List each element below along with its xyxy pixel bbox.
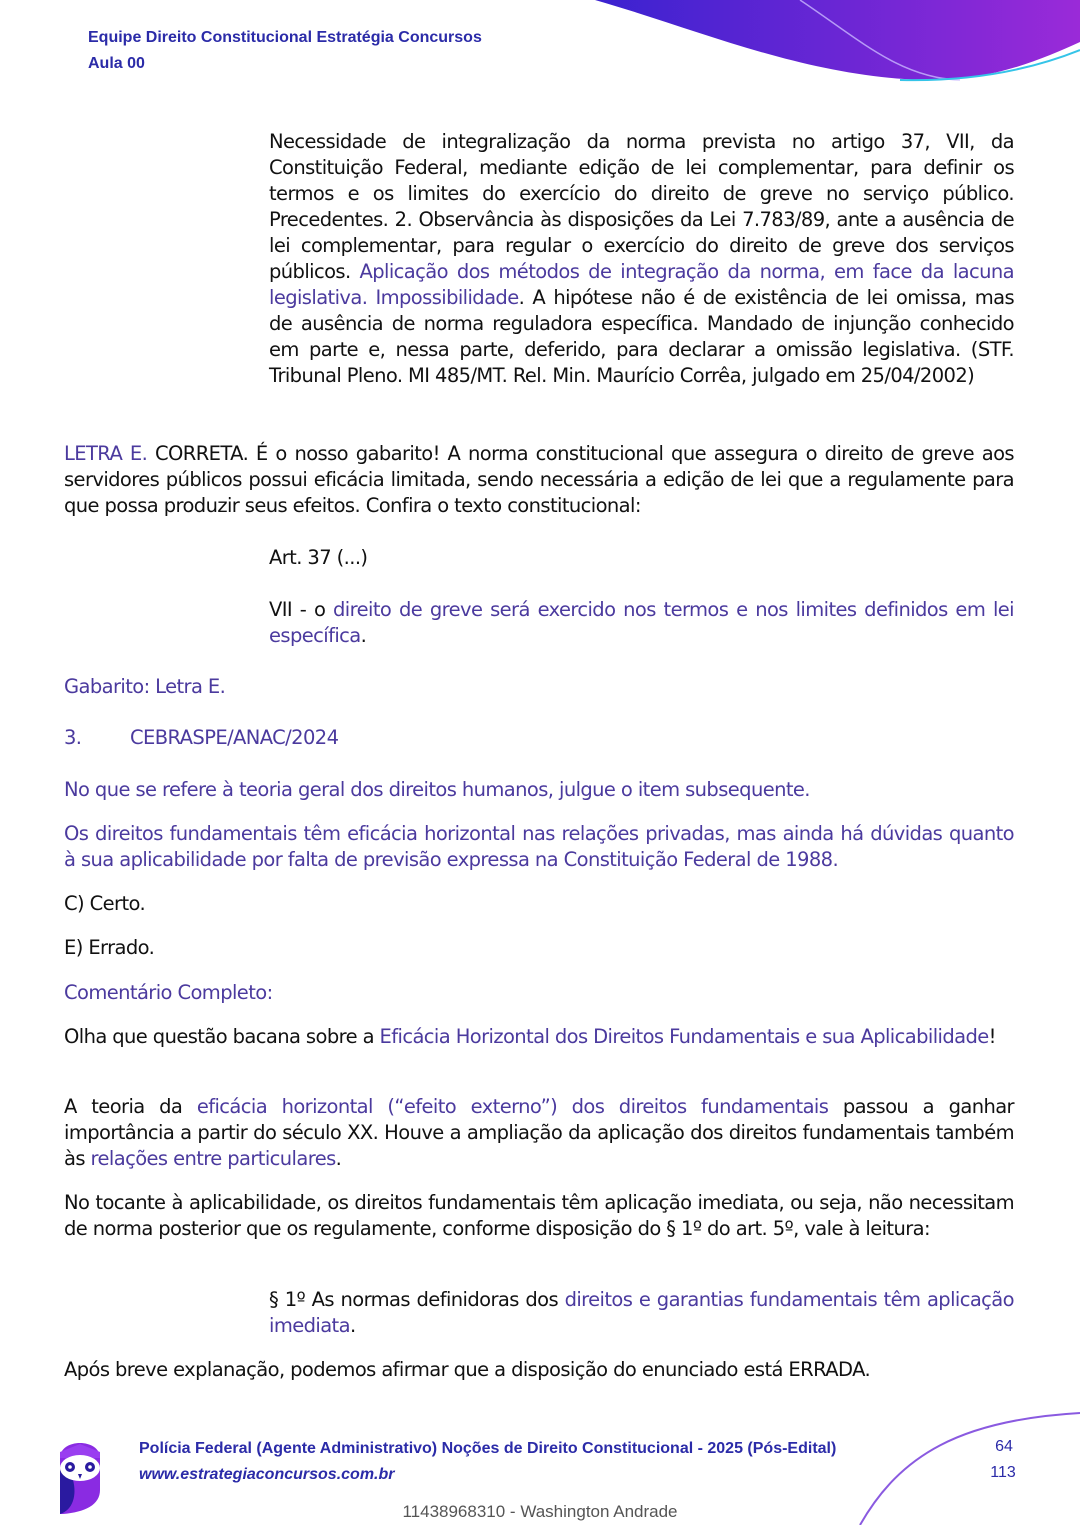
option-errado: E) Errado. [64, 936, 155, 959]
footer-website-link[interactable]: www.estrategiaconcursos.com.br [139, 1466, 395, 1483]
question-source: CEBRASPE/ANAC/2024 [130, 726, 339, 749]
letra-e-paragraph: LETRA E. CORRETA. É o nosso gabarito! A norma constitucional que assegura o direito de greve aos servidores públicos possui eficácia limitada, sendo necessária a edição de lei que a regulamente para que possa produzir seus efeitos. Confira o texto constitucional: [64, 442, 1014, 517]
question-number: 3. [64, 726, 82, 749]
article-37-vii-quote: VII - o direito de greve será exercido nos termos e nos limites definidos em lei específica. [269, 598, 1014, 647]
comment-paragraph-2: A teoria da eficácia horizontal (“efeito externo”) dos direitos fundamentais passou a ganhar importância a partir do século XX. Houve a ampliação da aplicação dos direitos fundamentais também às relações entre particulares. [64, 1095, 1014, 1170]
jurisprudence-quote: Necessidade de integralização da norma prevista no artigo 37, VII, da Constituição Federal, mediante edição de lei complementar, para definir os termos e os limites do exercício do direito de greve no serviço público. Precedentes. 2. Observância às disposições da Lei 7.783/89, ante a ausência de lei complementar, para regular o exercício do direito de greve dos serviços públicos. Aplicação dos métodos de integração da norma, em face da lacuna legislativa. Impossibilidade. A hipótese não é de existência de lei omissa, mas de ausência de norma reguladora específica. Mandado de injunção conhecido em parte e, nessa parte, deferido, para declarar a omissão legislativa. (STF. Tribunal Pleno. MI 485/MT. Rel. Min. Maurício Corrêa, julgado em 25/04/2002) [269, 130, 1015, 387]
conclusion: Após breve explanação, podemos afirmar que a disposição do enunciado está ERRADA. [64, 1358, 871, 1381]
footer-course-title: Polícia Federal (Agente Administrativo) Noções de Direito Constitucional - 2025 (Pós-Edital) [139, 1440, 837, 1457]
user-watermark: 11438968310 - Washington Andrade [402, 1502, 678, 1521]
highlight-text: Aplicação dos métodos de integração da norma, em face da lacuna legislativa. Impossibilidade [269, 260, 1014, 309]
comment-paragraph-3: No tocante à aplicabilidade, os direitos fundamentais têm aplicação imediata, ou seja, não necessitam de norma posterior que os regulamente, conforme disposição do § 1º do art. 5º, vale à leitura: [64, 1191, 1014, 1240]
header-swoosh-decoration [0, 0, 1080, 100]
article-5-quote: § 1º As normas definidoras dos direitos e garantias fundamentais têm aplicação imediata. [269, 1288, 1014, 1337]
page-number: 64 [995, 1438, 1013, 1455]
comment-title: Comentário Completo: [64, 981, 273, 1004]
answer-key: Gabarito: Letra E. [64, 675, 226, 698]
option-certo: C) Certo. [64, 892, 146, 915]
article-37-heading: Art. 37 (...) [269, 546, 368, 569]
total-pages: 113 [990, 1464, 1016, 1481]
header-team-name: Equipe Direito Constitucional Estratégia Concursos [88, 29, 482, 46]
comment-paragraph-1: Olha que questão bacana sobre a Eficácia Horizontal dos Direitos Fundamentais e sua Aplicabilidade! [64, 1025, 996, 1048]
letra-e-label: LETRA E. [64, 442, 148, 465]
header-lesson: Aula 00 [88, 55, 145, 72]
question-intro: No que se refere à teoria geral dos direitos humanos, julgue o item subsequente. [64, 778, 810, 801]
question-header [64, 725, 1014, 751]
question-statement: Os direitos fundamentais têm eficácia horizontal nas relações privadas, mas ainda há dúvidas quanto à sua aplicabilidade por falta de previsão expressa na Constituição Federal de 1988. [64, 822, 1014, 871]
